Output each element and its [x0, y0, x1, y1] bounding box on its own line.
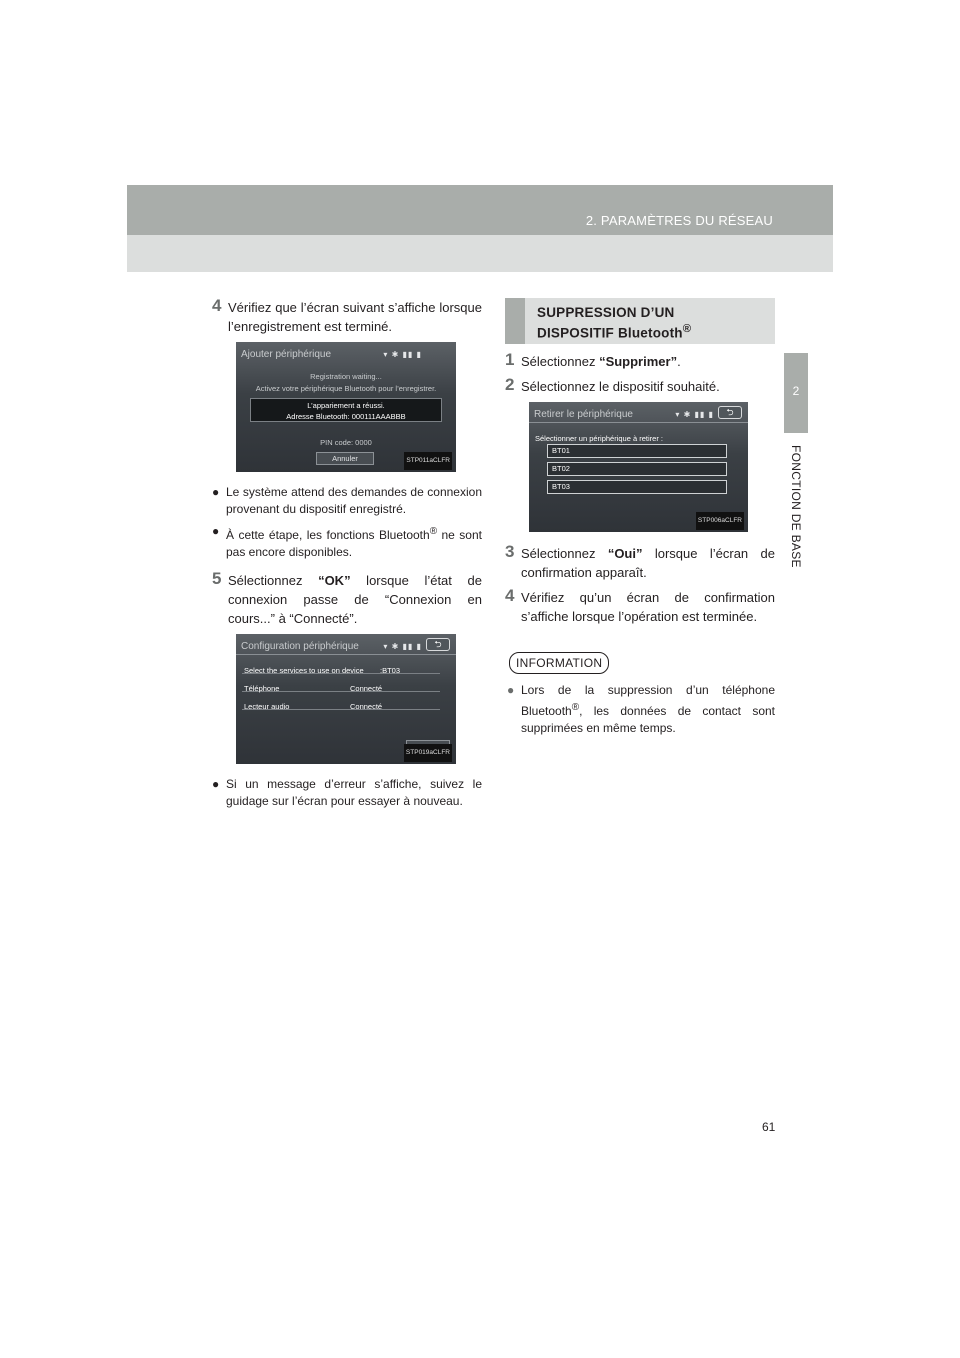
info-text-end: , les données de contact sont supprimées en même temps. [521, 704, 775, 735]
section-heading-line2: DISPOSITIF Bluetooth [537, 325, 683, 341]
left-column [212, 298, 482, 815]
chapter-side-label-text: FONCTION DE BASE [789, 445, 803, 568]
registered-mark: ® [571, 702, 580, 713]
cancel-button[interactable]: Annuler [316, 452, 374, 465]
step-number: 1 [505, 350, 515, 369]
bullet-icon: ● [212, 524, 220, 538]
step-number: 4 [505, 586, 515, 605]
screen-title: Retirer le périphérique [534, 409, 633, 420]
section-heading-bar [505, 298, 525, 344]
bullet-text: Le système attend des demandes de connexion provenant du dispositif enregistré. [226, 485, 482, 516]
bullet-icon: ● [212, 777, 220, 791]
figure-id: STP011aCLFR [404, 452, 452, 470]
divider [529, 422, 748, 423]
chapter-number: 2 [792, 384, 800, 398]
step-number: 2 [505, 375, 515, 394]
screen-message: Registration waiting... [310, 372, 382, 381]
step-number: 5 [212, 569, 222, 588]
device-item-bt01[interactable]: BT01 [547, 444, 727, 458]
right-column [505, 298, 775, 737]
services-label: Select the services to use on device [244, 666, 364, 675]
registered-mark: ® [429, 526, 438, 537]
page-number: 61 [762, 1120, 776, 1134]
step-text: Sélectionnez [521, 546, 608, 561]
step-4-confirm [505, 588, 775, 626]
bluetooth-address-text: Adresse Bluetooth: 000111AAABBB [286, 412, 406, 421]
header-subband [127, 235, 833, 272]
step-5-select-ok [212, 571, 482, 628]
information-label: INFORMATION [509, 652, 609, 674]
step-number: 3 [505, 542, 515, 561]
step-4-verify [212, 298, 482, 336]
back-button[interactable]: ⮌ [718, 406, 742, 419]
step-text-end: lorsque l’écran de confirmation apparaît. [521, 546, 775, 580]
section-heading [505, 298, 775, 344]
bullet-text: À cette étape, les fonctions Bluetooth [226, 528, 430, 542]
bullet-waiting-connection [212, 484, 482, 518]
service-status: Connecté [350, 684, 383, 693]
bullet-text: Si un message d’erreur s’affiche, suivez le guidage sur l’écran pour essayer à nouveau. [226, 777, 482, 808]
registered-mark: ® [682, 323, 692, 335]
screenshot-pairing-success [236, 342, 456, 472]
step-number: 4 [212, 296, 222, 315]
signal-status-icon: ▾ ✱ ▮▮ ▮ [383, 642, 422, 651]
figure-id: STP006aCLFR [696, 512, 744, 530]
pairing-result-box [250, 398, 442, 422]
pin-code-text: PIN code: 0000 [320, 438, 372, 447]
screenshot-remove-device [529, 402, 748, 532]
screen-title: Configuration périphérique [241, 641, 359, 652]
bullet-functions-unavailable [212, 523, 482, 561]
figure-id: STP019aCLFR [404, 744, 452, 762]
step-text: Sélectionnez [228, 573, 319, 588]
step-2-select-device [505, 377, 775, 396]
device-item-bt02[interactable]: BT02 [547, 462, 727, 476]
step-text: Vérifiez que l’écran suivant s’affiche lorsque l’enregistrement est terminé. [228, 300, 482, 334]
bullet-icon: ● [507, 683, 515, 697]
screen-instruction: Activez votre périphérique Bluetooth pour l’enregistrer. [255, 384, 437, 393]
device-name: :BT03 [380, 666, 401, 675]
bullet-text-end: ne sont pas encore disponibles. [226, 528, 482, 559]
service-name: Lecteur audio [244, 702, 290, 711]
header-band [127, 185, 833, 235]
service-status: Connecté [350, 702, 383, 711]
step-keyword: “Supprimer” [599, 354, 678, 369]
bullet-error-message [212, 776, 482, 810]
step-text: Sélectionnez [521, 354, 600, 369]
step-3-select-yes [505, 544, 775, 582]
step-1-select-delete [505, 352, 775, 371]
pairing-success-text: L’appariement a réussi. [307, 401, 385, 410]
service-row-audio[interactable] [242, 696, 440, 710]
info-text: Lors de la suppression d’un téléphone Bluetooth [521, 683, 775, 718]
step-keyword: “Oui” [607, 546, 643, 561]
screen-title: Ajouter périphérique [241, 349, 332, 360]
back-button[interactable]: ⮌ [426, 638, 450, 651]
information-note [505, 682, 775, 737]
screen-instruction: Sélectionner un périphérique à retirer : [535, 434, 663, 443]
device-item-bt03[interactable]: BT03 [547, 480, 727, 494]
step-text: Vérifiez qu’un écran de confirmation s’affiche lorsque l’opération est terminée. [521, 590, 775, 624]
signal-status-icon: ▾ ✱ ▮▮ ▮ [675, 410, 714, 419]
step-text-end: . [677, 354, 681, 369]
section-heading-line1: SUPPRESSION D’UN [537, 305, 675, 320]
service-name: Téléphone [244, 684, 280, 693]
step-text: Sélectionnez le dispositif souhaité. [521, 379, 720, 394]
screenshot-device-configuration [236, 634, 456, 764]
services-header-row [242, 660, 440, 674]
chapter-tab [784, 353, 808, 433]
signal-status-icon: ▾ ✱ ▮▮ ▮ [383, 350, 422, 359]
chapter-title: 2. PARAMÈTRES DU RÉSEAU [585, 213, 773, 228]
section-heading-text [537, 304, 691, 342]
divider [236, 654, 456, 655]
step-keyword: “OK” [318, 573, 351, 588]
chapter-side-label [789, 445, 805, 568]
service-row-phone[interactable] [242, 678, 440, 692]
bullet-icon: ● [212, 485, 220, 499]
step-text-end: lorsque l’état de connexion passe de “Connexion en cours...” à “Connecté”. [228, 573, 482, 626]
